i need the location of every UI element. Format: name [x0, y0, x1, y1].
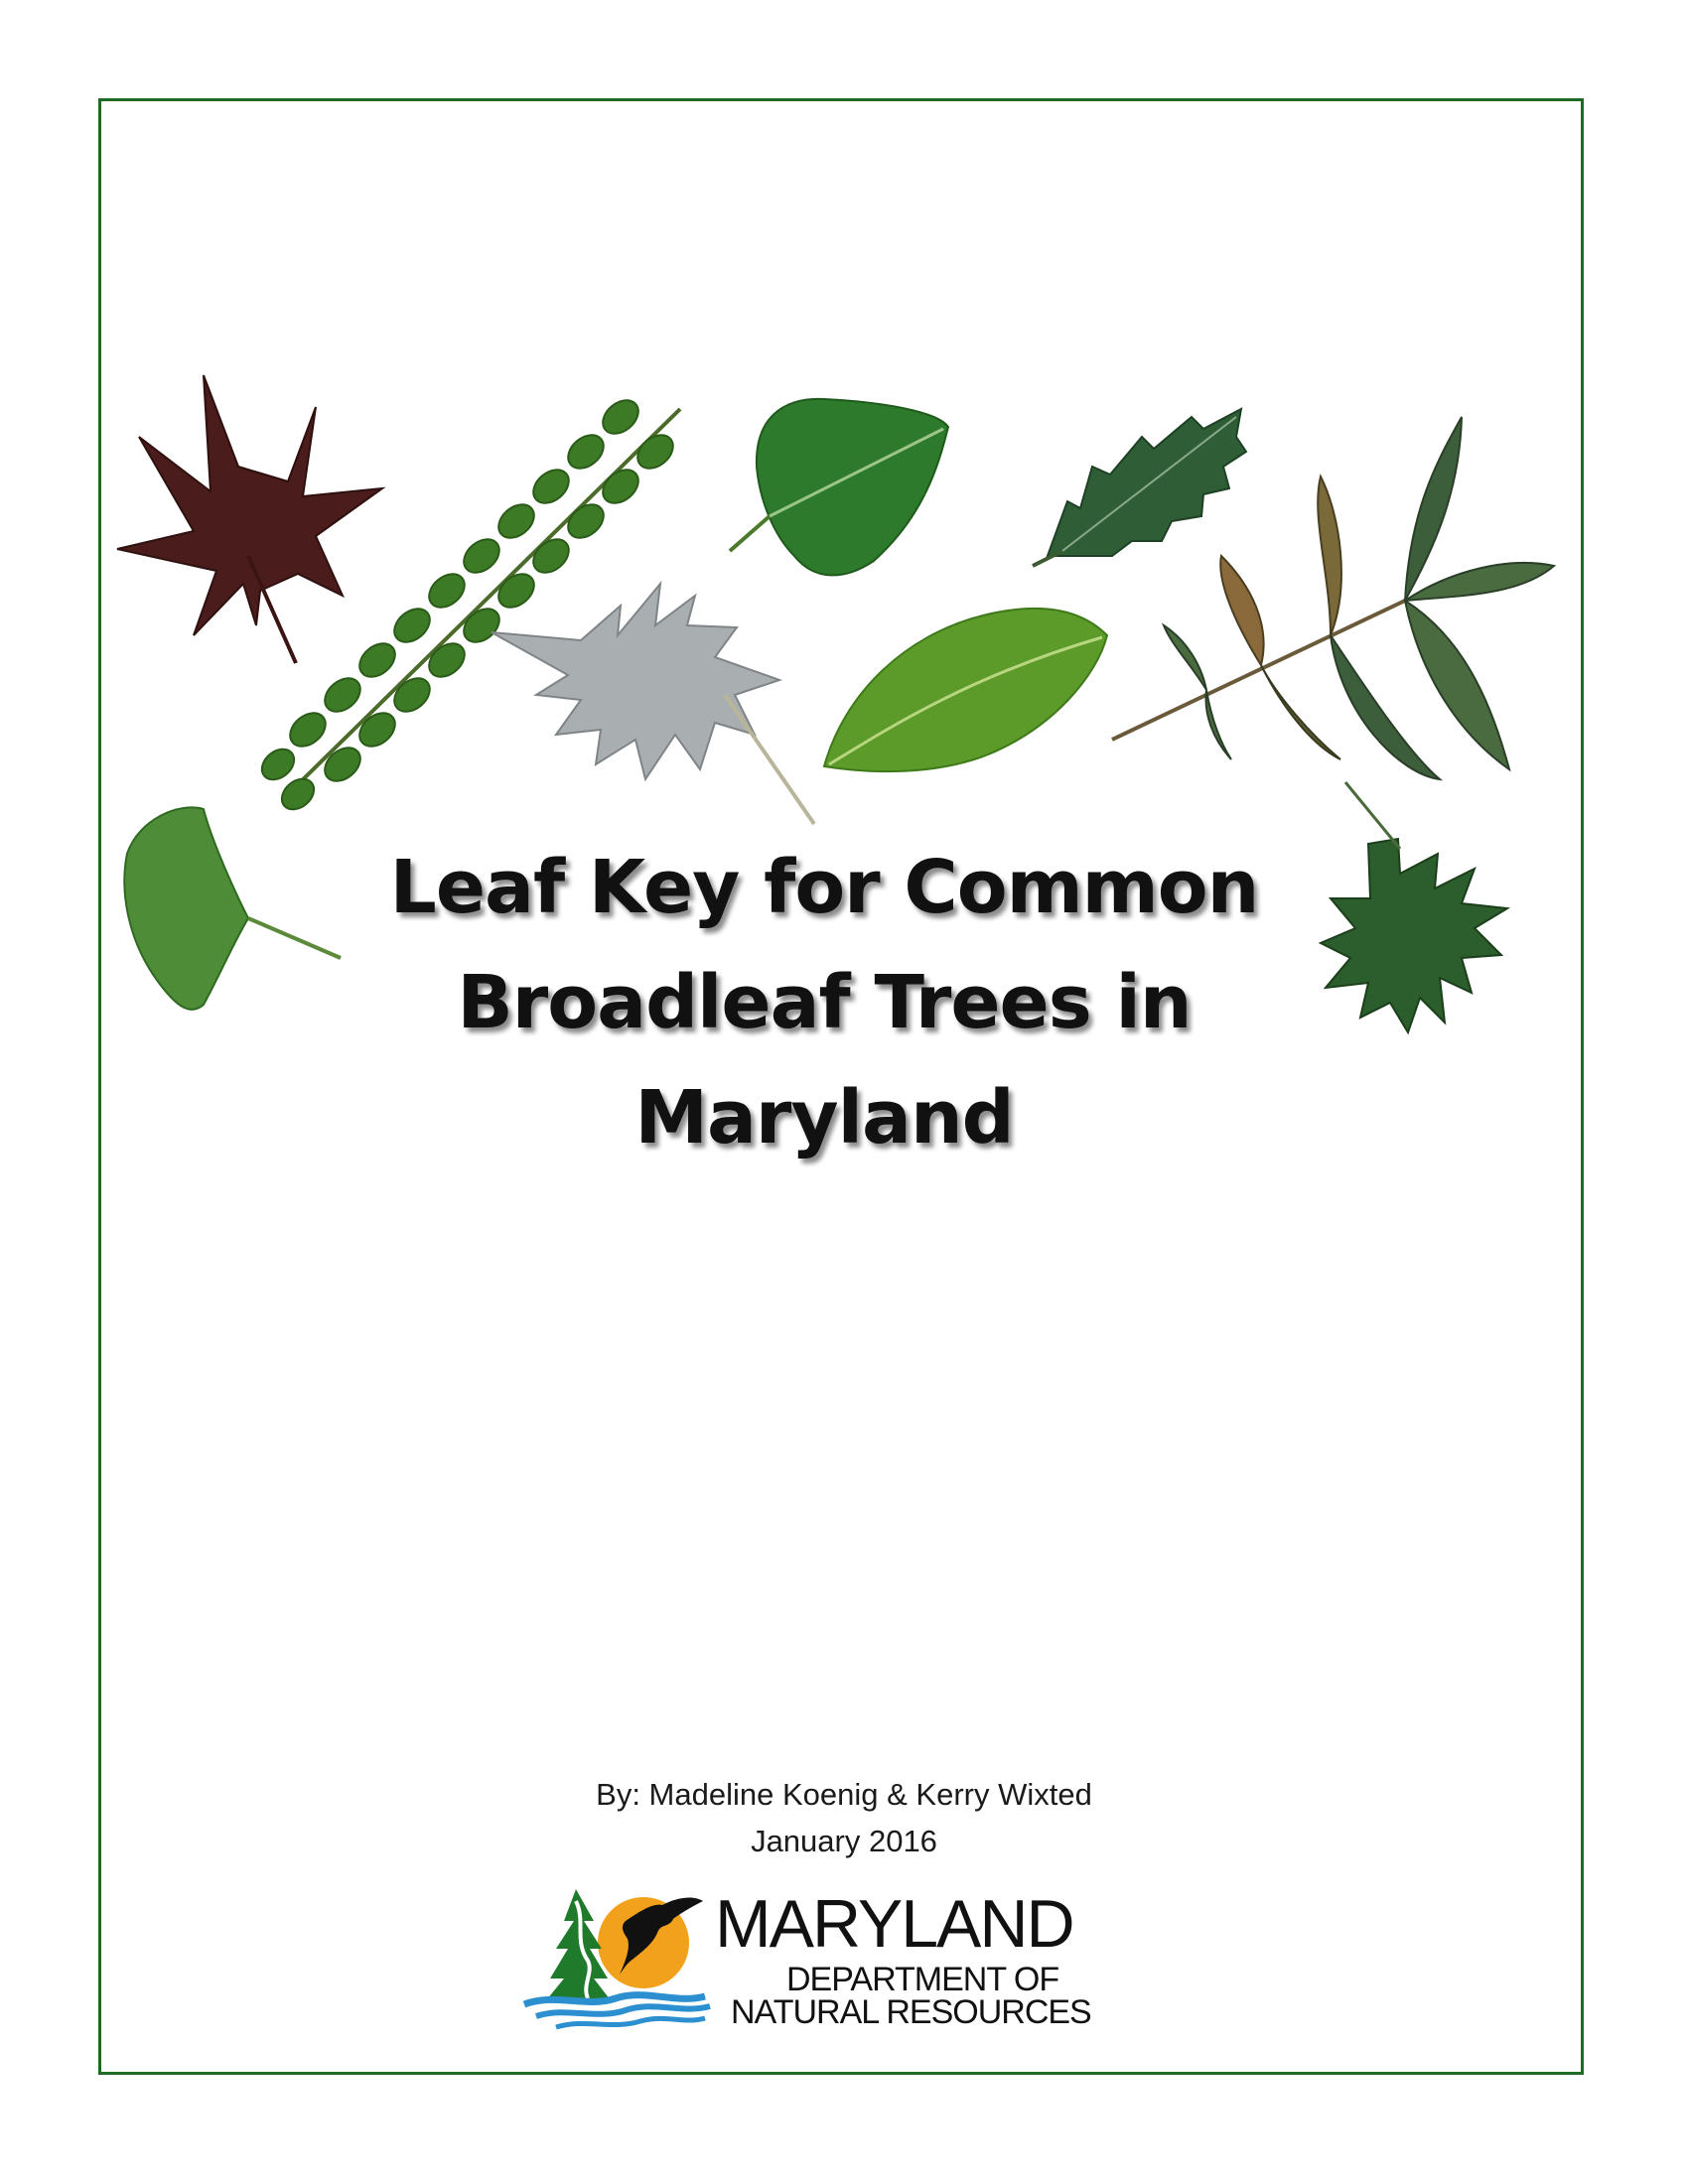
- page-title: [298, 830, 1350, 1175]
- logo-name: MARYLAND: [715, 1886, 1073, 1962]
- dogwood-leaf-icon: [824, 609, 1107, 771]
- logo-natural-resources: NATURAL RESOURCES: [731, 1993, 1091, 2031]
- hornbeam-leaf-icon: [730, 399, 948, 576]
- publication-date: January 2016: [751, 1824, 937, 1858]
- japanese-maple-leaf-icon: [117, 375, 382, 663]
- dnr-logo: [516, 1881, 1162, 2030]
- title-line: Maryland: [634, 1075, 1014, 1160]
- dnr-emblem-icon: [516, 1881, 725, 2030]
- american-holly-leaf-icon: [1033, 409, 1246, 566]
- title-line: Broadleaf Trees in: [457, 960, 1192, 1045]
- authors: By: Madeline Koenig & Kerry Wixted: [596, 1777, 1092, 1812]
- silver-maple-leaf-icon: [492, 584, 814, 824]
- byline: [447, 1771, 1241, 1864]
- logo-department: DEPARTMENT OF: [786, 1961, 1059, 1998]
- title-line: Leaf Key for Common: [389, 845, 1259, 930]
